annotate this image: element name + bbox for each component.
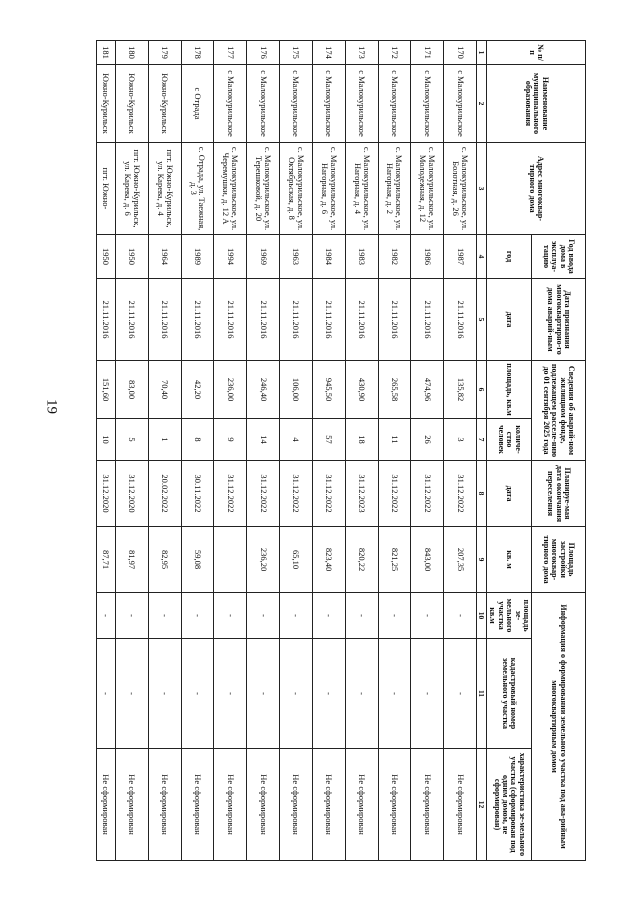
municipality-cell: Южно-Курильск (148, 65, 181, 143)
building-area-cell: 65,10 (280, 527, 313, 593)
area-cell: 265,58 (378, 361, 411, 419)
column-index-cell: 9 (477, 527, 487, 593)
address-cell: с. Малокурильское, ул. Нагорная, д. 4 (345, 143, 378, 235)
table-row (97, 41, 116, 861)
cadastral-cell: - (345, 639, 378, 749)
year-cell: 1986 (411, 235, 444, 279)
column-index-cell: 4 (477, 235, 487, 279)
recognition-date-cell: 21.11.2016 (247, 279, 280, 361)
table-row (280, 41, 313, 861)
table-body (97, 41, 477, 861)
land-area-cell: - (444, 593, 477, 639)
building-area-cell: 843,00 (411, 527, 444, 593)
table-row (411, 41, 444, 861)
address-cell: с. Отрада, ул. Таежная, д. 3 (181, 143, 214, 235)
planned-date-cell: 30.11.2022 (181, 461, 214, 527)
header-people: количе-ство человек (487, 419, 532, 461)
page-number: 19 (43, 399, 60, 414)
status-cell: Не сформирован (312, 749, 345, 861)
status-cell: Не сформирован (280, 749, 313, 861)
area-cell: 106,00 (280, 361, 313, 419)
people-cell: 26 (411, 419, 444, 461)
municipality-cell: с Малокурильское (312, 65, 345, 143)
year-cell: 1987 (444, 235, 477, 279)
header-building-area: Площадь застройки многоквар-тирного дома (532, 527, 586, 593)
status-cell: Не сформирован (115, 749, 148, 861)
status-cell: Не сформирован (411, 749, 444, 861)
table-row (378, 41, 411, 861)
cadastral-cell: - (115, 639, 148, 749)
row-number: 176 (247, 41, 280, 65)
building-area-cell: 823,40 (312, 527, 345, 593)
column-index-cell: 7 (477, 419, 487, 461)
building-area-cell (214, 527, 247, 593)
address-cell: пгт. Южно-Курильск, ул. Карева, д. 4 (148, 143, 181, 235)
planned-date-cell: 31.12.2022 (214, 461, 247, 527)
area-cell: 474,96 (411, 361, 444, 419)
building-area-cell: 821,25 (378, 527, 411, 593)
header-year: год (487, 235, 532, 279)
planned-date-cell: 31.12.2022 (444, 461, 477, 527)
area-cell: 83,00 (115, 361, 148, 419)
year-cell: 1964 (148, 235, 181, 279)
rotated-table-wrapper (96, 40, 586, 860)
address-cell: пгт. Южно- (97, 143, 116, 235)
cadastral-cell: - (312, 639, 345, 749)
cadastral-cell: - (181, 639, 214, 749)
header-recognition: Дата признания многоквартирно-го дома аварий-ным (532, 279, 586, 361)
header-address: Адрес многоквар-тирного дома (487, 143, 586, 235)
cadastral-cell: - (97, 639, 116, 749)
address-cell: с. Малокурильское, ул. Молодежная, д. 12 (411, 143, 444, 235)
address-cell: с. Малокурильское, ул. Нагорная, д. 2 (378, 143, 411, 235)
recognition-date-cell: 21.11.2016 (312, 279, 345, 361)
table-row (148, 41, 181, 861)
address-cell: с. Малокурильское, ул. Октябрьская, д. 8 (280, 143, 313, 235)
building-area-cell: 207,35 (444, 527, 477, 593)
building-area-cell: 87,71 (97, 527, 116, 593)
header-sqm: кв. м (487, 527, 532, 593)
land-area-cell: - (97, 593, 116, 639)
recognition-date-cell: 21.11.2016 (97, 279, 116, 361)
people-cell: 1 (148, 419, 181, 461)
row-number: 174 (312, 41, 345, 65)
column-index-cell: 2 (477, 65, 487, 143)
column-index-cell: 5 (477, 279, 487, 361)
land-area-cell: - (148, 593, 181, 639)
row-number: 175 (280, 41, 313, 65)
people-cell: 5 (115, 419, 148, 461)
row-number: 180 (115, 41, 148, 65)
document-sheet (96, 40, 586, 860)
status-cell: Не сформирован (247, 749, 280, 861)
municipality-cell: Южно-Курильск (115, 65, 148, 143)
header-municipality: Наименование муниципального образования (487, 65, 586, 143)
planned-date-cell: 31.12.2020 (115, 461, 148, 527)
year-cell: 1950 (115, 235, 148, 279)
municipality-cell: с Малокурильское (378, 65, 411, 143)
planned-date-cell: 31.12.2022 (280, 461, 313, 527)
recognition-date-cell: 21.11.2016 (411, 279, 444, 361)
year-cell: 1983 (345, 235, 378, 279)
cadastral-cell: - (214, 639, 247, 749)
status-cell: Не сформирован (97, 749, 116, 861)
planned-date-cell: 31.12.2022 (247, 461, 280, 527)
recognition-date-cell: 21.11.2016 (181, 279, 214, 361)
address-cell: с. Малокурильское, ул. Терешковой, д. 20 (247, 143, 280, 235)
cadastral-cell: - (247, 639, 280, 749)
planned-date-cell: 31.12.2022 (312, 461, 345, 527)
year-cell: 1950 (97, 235, 116, 279)
header-land-area: площадь зе-мельного участка кв.м (487, 593, 532, 639)
recognition-date-cell: 21.11.2016 (345, 279, 378, 361)
header-cadastral: кадастровый номер земельного участка (487, 639, 532, 749)
year-cell: 1984 (312, 235, 345, 279)
people-cell: 11 (378, 419, 411, 461)
area-cell: 945,50 (312, 361, 345, 419)
row-number: 171 (411, 41, 444, 65)
area-cell: 430,90 (345, 361, 378, 419)
status-cell: Не сформирован (181, 749, 214, 861)
recognition-date-cell: 21.11.2016 (148, 279, 181, 361)
column-index-cell: 8 (477, 461, 487, 527)
area-cell: 135,82 (444, 361, 477, 419)
year-cell: 1994 (214, 235, 247, 279)
row-number: 181 (97, 41, 116, 65)
municipality-cell: с Малокурильское (247, 65, 280, 143)
area-cell: 42,20 (181, 361, 214, 419)
area-cell: 151,60 (97, 361, 116, 419)
planned-date-cell: 31.12.2023 (345, 461, 378, 527)
table-row (115, 41, 148, 861)
status-cell: Не сформирован (148, 749, 181, 861)
column-index-cell: 3 (477, 143, 487, 235)
header-land-char: характеристика зе-мельного участка (сформирован под одним домом, не сформирован) (487, 749, 532, 861)
municipality-cell: с Малокурильское (280, 65, 313, 143)
row-number: 178 (181, 41, 214, 65)
row-number: 173 (345, 41, 378, 65)
column-index-row (477, 41, 487, 861)
people-cell: 9 (214, 419, 247, 461)
land-area-cell: - (280, 593, 313, 639)
status-cell: Не сформирован (214, 749, 247, 861)
area-cell: 246,40 (247, 361, 280, 419)
building-area-cell: 59,08 (181, 527, 214, 593)
cadastral-cell: - (411, 639, 444, 749)
land-area-cell: - (214, 593, 247, 639)
people-cell: 8 (181, 419, 214, 461)
recognition-date-cell: 21.11.2016 (444, 279, 477, 361)
row-number: 179 (148, 41, 181, 65)
column-index-cell: 1 (477, 41, 487, 65)
table-row (345, 41, 378, 861)
building-area-cell: 81,97 (115, 527, 148, 593)
people-cell: 18 (345, 419, 378, 461)
municipality-cell: с Отрада (181, 65, 214, 143)
status-cell: Не сформирован (444, 749, 477, 861)
land-area-cell: - (411, 593, 444, 639)
people-cell: 3 (444, 419, 477, 461)
recognition-date-cell: 21.11.2016 (115, 279, 148, 361)
planned-date-cell: 31.12.2020 (97, 461, 116, 527)
header-year-group: Год ввода дома в эксплуа-тацию (532, 235, 586, 279)
table-row (214, 41, 247, 861)
year-cell: 1982 (378, 235, 411, 279)
row-number: 170 (444, 41, 477, 65)
land-area-cell: - (181, 593, 214, 639)
planned-date-cell: 31.12.2022 (411, 461, 444, 527)
municipality-cell: с Малокурильское (214, 65, 247, 143)
address-cell: с. Малокурильское, ул. Болотная, д. 26 (444, 143, 477, 235)
header-area-sqm: площадь, кв.м (487, 361, 532, 419)
year-cell: 1989 (181, 235, 214, 279)
people-cell: 10 (97, 419, 116, 461)
table-row (247, 41, 280, 861)
column-index-cell: 12 (477, 749, 487, 861)
area-cell: 236,00 (214, 361, 247, 419)
year-cell: 1963 (280, 235, 313, 279)
land-area-cell: - (378, 593, 411, 639)
recognition-date-cell: 21.11.2016 (280, 279, 313, 361)
land-area-cell: - (345, 593, 378, 639)
header-num: № п/п (487, 41, 586, 65)
municipality-cell: с Малокурильское (444, 65, 477, 143)
municipality-cell: с Малокурильское (345, 65, 378, 143)
header-residents-info: Сведения об аварий-ном жилищном фонде, подлежащем расселе-нию до 01 сентября 2025 года (532, 361, 586, 461)
header-planned: Планируе-мая дата окончания переселения (532, 461, 586, 527)
area-cell: 70,40 (148, 361, 181, 419)
table-row (181, 41, 214, 861)
status-cell: Не сформирован (378, 749, 411, 861)
municipality-cell: Южно-Курильск (97, 65, 116, 143)
row-number: 172 (378, 41, 411, 65)
header-date-2: дата (487, 461, 532, 527)
address-cell: с. Малокурильское, ул. Нагорная, д. 6 (312, 143, 345, 235)
cadastral-cell: - (444, 639, 477, 749)
address-cell: пгт. Южно-Курильск, ул. Карева, д. 6 (115, 143, 148, 235)
table-row (444, 41, 477, 861)
table-row (312, 41, 345, 861)
year-cell: 1969 (247, 235, 280, 279)
row-number: 177 (214, 41, 247, 65)
column-index-cell: 6 (477, 361, 487, 419)
land-area-cell: - (115, 593, 148, 639)
column-index-cell: 10 (477, 593, 487, 639)
status-cell: Не сформирован (345, 749, 378, 861)
building-area-cell: 820,22 (345, 527, 378, 593)
people-cell: 4 (280, 419, 313, 461)
building-area-cell: 236,20 (247, 527, 280, 593)
cadastral-cell: - (280, 639, 313, 749)
recognition-date-cell: 21.11.2016 (378, 279, 411, 361)
emergency-housing-table (96, 40, 586, 861)
header-land-info: Информация о формировании земельного участка под ава-рийным многоквартирным домом (532, 593, 586, 861)
land-area-cell: - (247, 593, 280, 639)
planned-date-cell: 20.02.2022 (148, 461, 181, 527)
cadastral-cell: - (148, 639, 181, 749)
cadastral-cell: - (378, 639, 411, 749)
land-area-cell: - (312, 593, 345, 639)
planned-date-cell: 31.12.2022 (378, 461, 411, 527)
header-date: дата (487, 279, 532, 361)
people-cell: 14 (247, 419, 280, 461)
address-cell: с. Малокурильское, ул. Черемушки, д. 12 А (214, 143, 247, 235)
column-index-cell: 11 (477, 639, 487, 749)
building-area-cell: 82,95 (148, 527, 181, 593)
recognition-date-cell: 21.11.2016 (214, 279, 247, 361)
municipality-cell: с Малокурильское (411, 65, 444, 143)
people-cell: 57 (312, 419, 345, 461)
